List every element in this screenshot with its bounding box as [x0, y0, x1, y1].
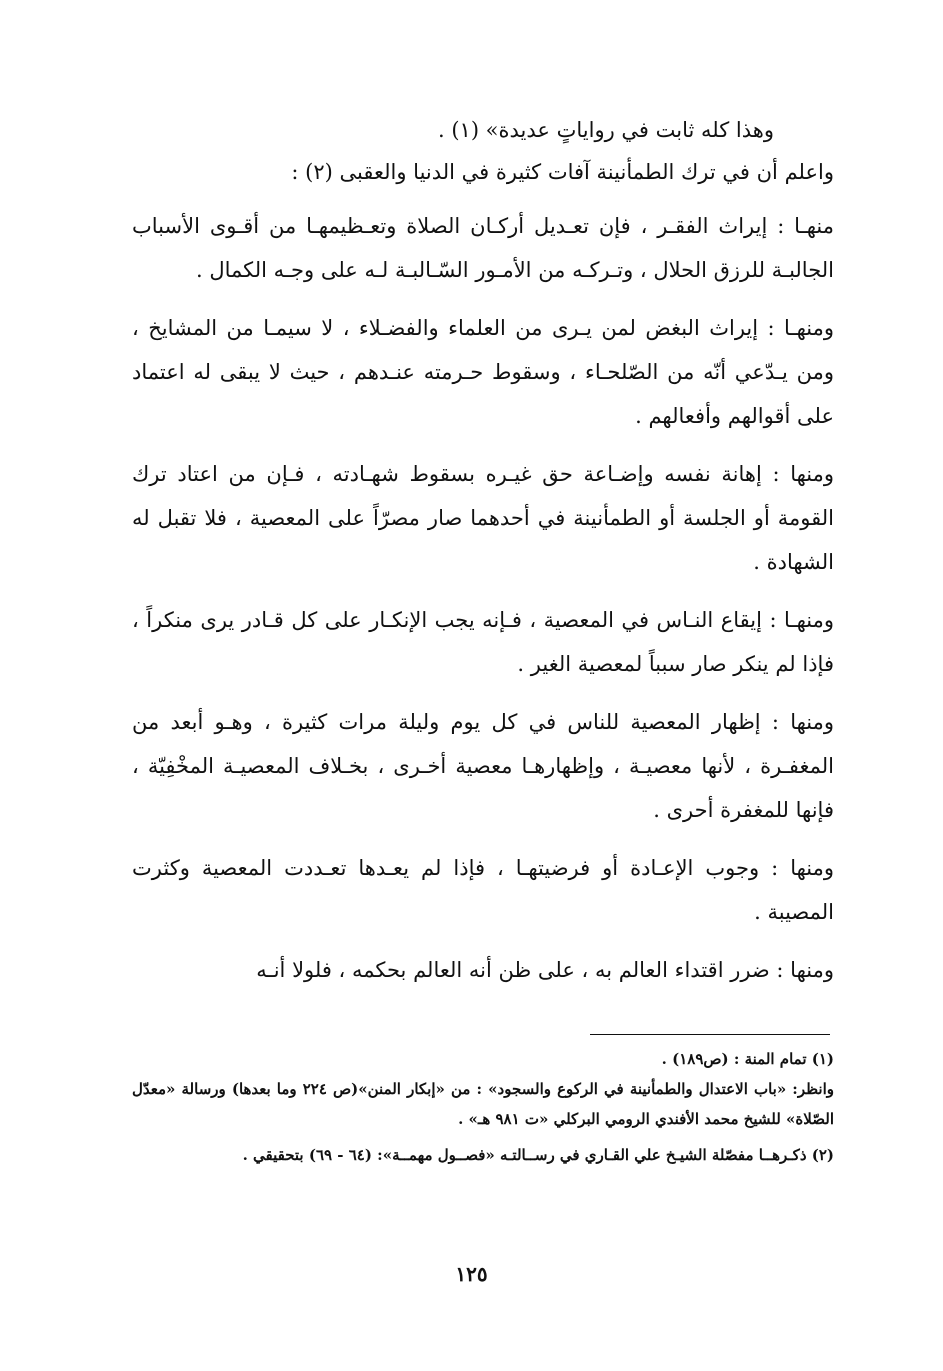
paragraph-2: ومنهـا : إيراث البغض لمن يـرى من العلماء والفضـلاء ، لا سيمـا من المشايخ ، ومن يـدّعي أنّه من الصّلحـاء ، وسقوط حـرمته عنـدهم ، حيث لا يبقى له اعتماد على أقوالهم وأفعالهم .	[132, 316, 834, 428]
paragraph-1: منهـا : إيراث الفقـر ، فإن تعـديل أركـان الصلاة وتعـظيمهـا من أقـوى الأسباب الجالبـة للرزق الحلال ، وتـركـه من الأمـور السّـالبـة لـه على وجـه الكمال .	[132, 214, 834, 282]
intro-block	[132, 108, 834, 194]
footnote-divider	[590, 1034, 830, 1035]
intro-line-1: وهذا كله ثابت في رواياتٍ عديدة» (١) .	[437, 118, 774, 142]
intro-line-2: واعلم أن في ترك الطمأنينة آفات كثيرة في الدنيا والعقبى (٢) :	[291, 160, 834, 184]
footnotes	[132, 1044, 834, 1170]
paragraph-5: ومنها : إظهار المعصية للناس في كل يوم وليلة مرات كثيرة ، وهـو أبعد من المغفـرة ، لأنها معصيـة ، وإظهارهـا معصية أخـرى ، بخـلاف المعصيـة المخْفِيّة ، فإنها للمغفرة أحرى .	[132, 710, 834, 822]
footnote-2: (٢) ذكـرهــا مفصّلة الشيـخ علي القـاري في رســالتـه «فصــول مهمــة»: (٦٤ - ٦٩) بتحقيقي .	[242, 1146, 834, 1164]
page-number: ١٢٥	[455, 1262, 488, 1286]
footnote-1-continued: وانظر: «باب الاعتدال والطمأنينة في الركوع والسجود» : من «إبكار المنن»(ص ٢٢٤ وما بعدها) ورسالة «معدّل الصّلاة» للشيخ محمد الأفندي الرومي البركلي «ت ٩٨١ هـ» .	[132, 1080, 834, 1128]
main-text	[132, 108, 834, 1006]
paragraph-6: ومنها : وجوب الإعـادة أو فرضيتهـا ، فإذا لم يعـدها تعـددت المعصية وكثرت المصيبة .	[132, 856, 834, 924]
paragraph-4: ومنهـا : إيقاع النـاس في المعصية ، فـإنه يجب الإنكـار على كل قـادر يرى منكراً ، فإذا لم ينكر صار سبباً لمعصية الغير .	[132, 608, 834, 676]
footnote-1: (١) تمام المنة : (ص١٨٩) .	[661, 1050, 834, 1068]
paragraph-3: ومنها : إهانة نفسه وإضـاعة حق غيـره بسقوط شهـادته ، فـإن من اعتاد ترك القومة أو الجلسة أو الطمأنينة في أحدهما صار مصرّاً على المعصية ، فلا تقبل له الشهادة .	[132, 462, 834, 574]
paragraph-7: ومنها : ضرر اقتداء العالم به ، على ظن أنه العالم بحكمه ، فلولا أنـه	[256, 958, 834, 982]
